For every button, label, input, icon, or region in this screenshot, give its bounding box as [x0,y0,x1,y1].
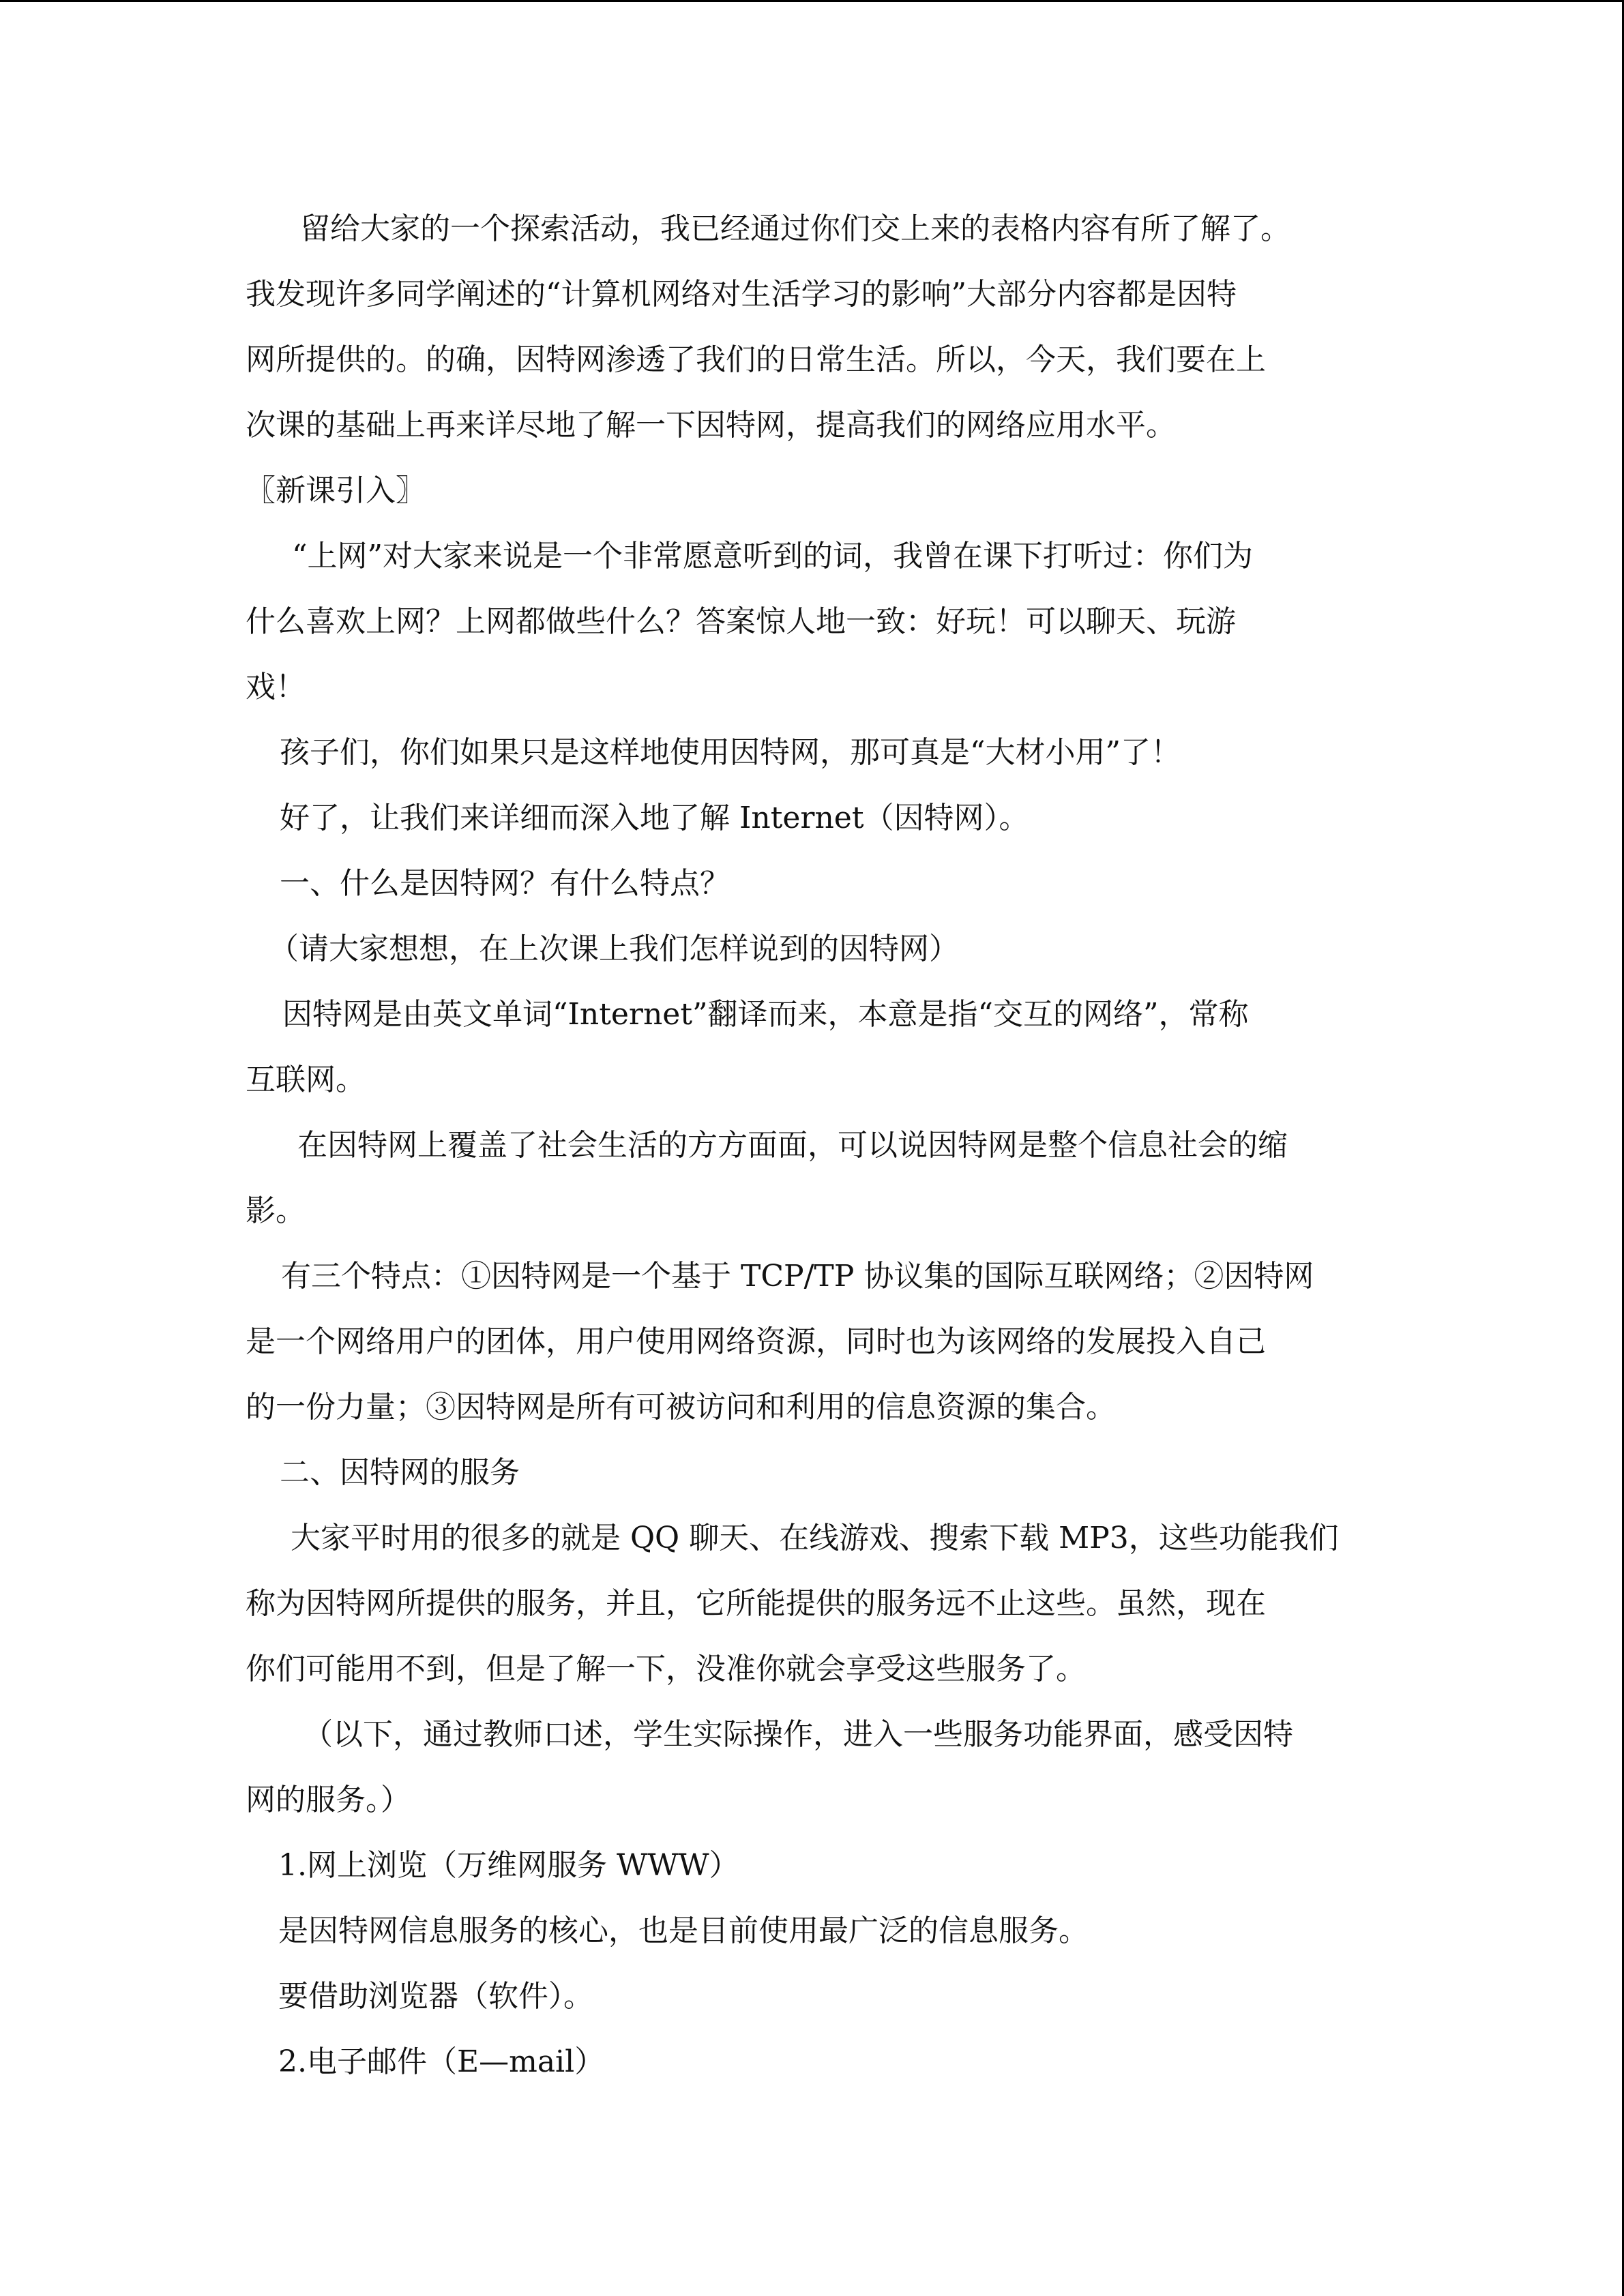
paragraph-line: 孩子们，你们如果只是这样地使用因特网，那可真是“大材小用”了！ [280,735,1181,770]
paragraph-line: 你们可能用不到，但是了解一下，没准你就会享受这些服务了。 [246,1652,1086,1686]
section-heading-new-lesson: 〖新课引入〗 [246,473,426,508]
paragraph-line: 要借助浏览器（软件）。 [278,1979,593,2014]
paragraph-line: 戏！ [246,670,306,704]
paragraph-line: 网的服务。） [246,1783,411,1817]
list-item-heading: 2.电子邮件（E—mail） [278,2044,605,2079]
paragraph-line: 是一个网络用户的团体，用户使用网络资源，同时也为该网络的发展投入自己 [246,1324,1266,1359]
paragraph-line: 有三个特点：①因特网是一个基于 TCP/TP 协议集的国际互联网络；②因特网 [281,1259,1314,1294]
paragraph-line: （以下，通过教师口述，学生实际操作，进入一些服务功能界面，感受因特 [303,1717,1293,1752]
document-page [246,196,1378,2095]
paragraph-line: 互联网。 [246,1062,366,1097]
paragraph-line: 大家平时用的很多的就是 QQ 聊天、在线游戏、搜索下载 MP3，这些功能我们 [291,1521,1339,1555]
paragraph-line: 次课的基础上再来详尽地了解一下因特网，提高我们的网络应用水平。 [246,408,1176,443]
paragraph-line: 网所提供的。的确，因特网渗透了我们的日常生活。所以，今天，我们要在上 [246,342,1266,377]
paragraph-line: 因特网是由英文单词“Internet”翻译而来，本意是指“交互的网络”，常称 [282,997,1249,1032]
paragraph-line: “上网”对大家来说是一个非常愿意听到的词，我曾在课下打听过：你们为 [292,539,1253,573]
paragraph-line: 称为因特网所提供的服务，并且，它所能提供的服务远不止这些。虽然，现在 [246,1586,1266,1621]
paragraph-line: 在因特网上覆盖了社会生活的方方面面，可以说因特网是整个信息社会的缩 [297,1128,1288,1163]
paragraph-line: 什么喜欢上网？上网都做些什么？答案惊人地一致：好玩！可以聊天、玩游 [246,604,1236,639]
list-item-heading: 1.网上浏览（万维网服务 WWW） [278,1848,739,1883]
paragraph-line: 好了，让我们来详细而深入地了解 Internet（因特网）。 [280,801,1029,835]
paragraph-line: 我发现许多同学阐述的“计算机网络对生活学习的影响”大部分内容都是因特 [246,277,1237,312]
page-top-border [0,0,1624,2]
section-heading-1: 一、什么是因特网？有什么特点？ [280,866,730,901]
section-heading-2: 二、因特网的服务 [280,1455,520,1490]
paragraph-line: 影。 [246,1193,306,1228]
paragraph-line: 留给大家的一个探索活动，我已经通过你们交上来的表格内容有所了解了。 [300,211,1290,246]
paragraph-line: 是因特网信息服务的核心，也是目前使用最广泛的信息服务。 [278,1913,1089,1948]
paragraph-line: 的一份力量；③因特网是所有可被访问和利用的信息资源的集合。 [246,1390,1116,1425]
paragraph-line: （请大家想想，在上次课上我们怎样说到的因特网） [269,931,959,966]
